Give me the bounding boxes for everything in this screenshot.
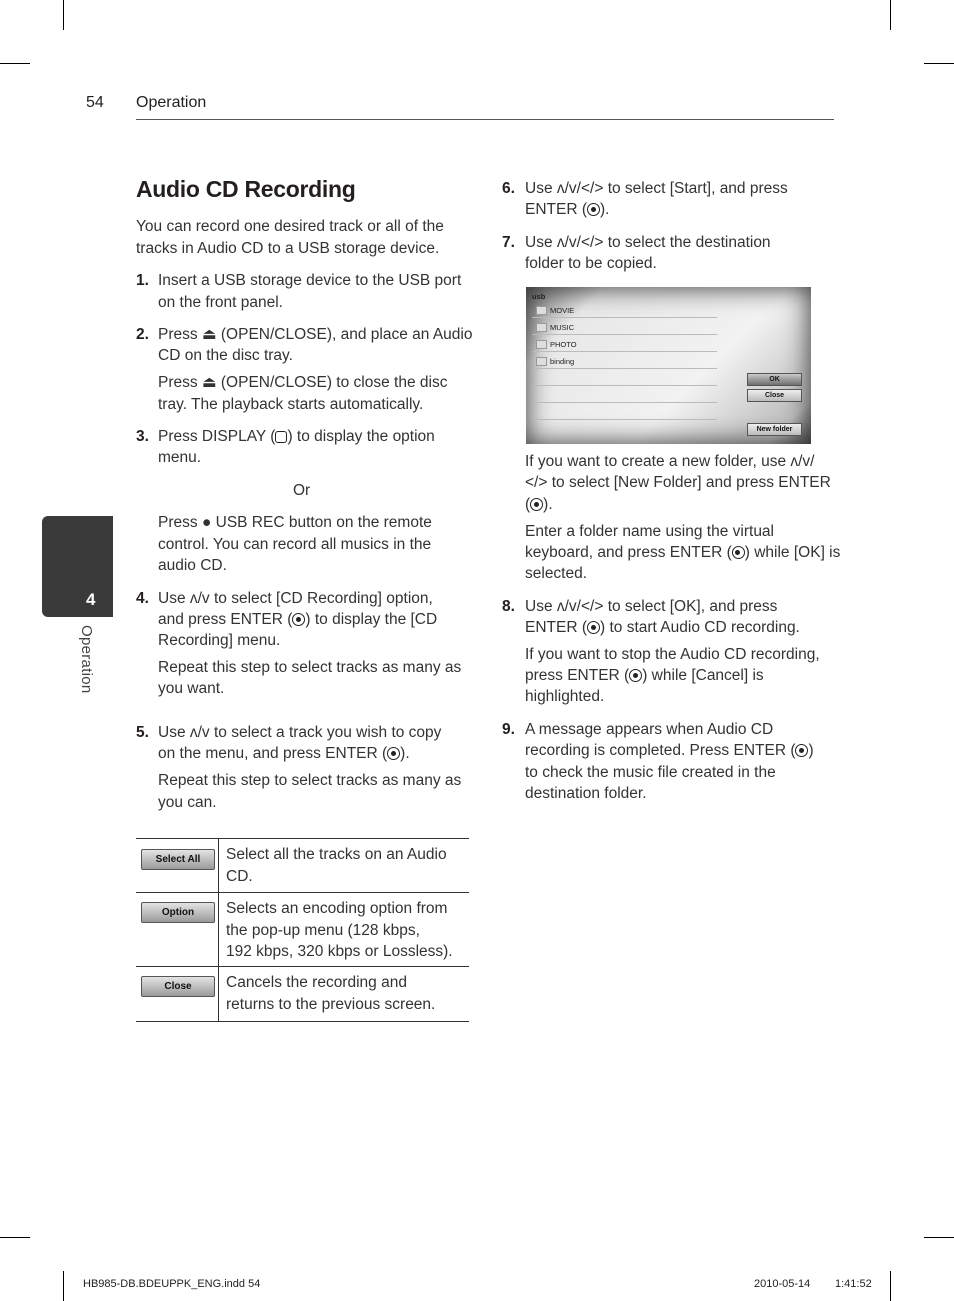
step-number: 7. (502, 234, 515, 251)
step-text (525, 199, 609, 221)
select-all-button[interactable]: Select All (141, 849, 215, 870)
step-text: Recording] menu. (158, 632, 281, 649)
step-text: Use ʌ/v/</> to select [Start], and press (525, 180, 788, 197)
step-text (525, 740, 814, 762)
step-text: A message appears when Audio CD (525, 721, 774, 738)
crop-mark (0, 1237, 30, 1238)
step-text: folder to be copied. (525, 255, 657, 272)
crop-mark (890, 0, 891, 30)
list-divider (532, 385, 717, 386)
section-title: Operation (136, 94, 207, 111)
step-note: If you want to create a new folder, use ʌ/v/ (525, 453, 815, 470)
step-number: 8. (502, 598, 515, 615)
crop-mark (924, 63, 954, 64)
text-span: ) to display the option (287, 428, 435, 445)
step-note: audio CD. (158, 557, 227, 574)
folder-name: MOVIE (550, 306, 575, 315)
enter-icon (795, 744, 808, 757)
text-span: on the menu, and press ENTER ( (158, 745, 388, 762)
text-span: (OPEN/CLOSE), and place an Audio (216, 326, 473, 343)
crop-mark (63, 1271, 64, 1301)
eject-icon: ⏏ (201, 374, 217, 391)
enter-icon (587, 203, 600, 216)
step-note: you can. (158, 794, 217, 811)
header-rule (136, 119, 834, 120)
text-span: keyboard, and press ENTER ( (525, 544, 732, 561)
list-divider (532, 402, 717, 403)
close-button[interactable]: Close (747, 389, 802, 402)
desc-line: Selects an encoding option from (226, 900, 448, 917)
folder-name: binding (550, 357, 575, 366)
list-divider (532, 419, 717, 420)
step-text: Use ʌ/v/</> to select [OK], and press (525, 598, 778, 615)
chapter-number: 4 (86, 590, 96, 609)
step-text: to check the music file created in the (525, 764, 776, 781)
step-text: Use ʌ/v/</> to select the destination (525, 234, 771, 251)
crop-mark (890, 1271, 891, 1301)
step-text (158, 426, 435, 448)
text-span: ) while [Cancel] is (642, 667, 764, 684)
step-number: 3. (136, 428, 149, 445)
table-row (136, 892, 469, 967)
text-span: ). (543, 496, 553, 513)
desc-line: Cancels the recording and (226, 974, 407, 991)
text-span: Press DISPLAY ( (158, 428, 276, 445)
table-cell-button (136, 967, 219, 1021)
footer-time: 1:41:52 (835, 1278, 872, 1290)
table-cell-button (136, 893, 219, 967)
step-note (158, 372, 447, 394)
folder-icon (536, 340, 547, 349)
text-span: ). (600, 201, 610, 218)
step-note: </> to select [New Folder] and press ENTER (525, 474, 831, 491)
step-text: menu. (158, 449, 202, 466)
chapter-tab (42, 516, 113, 617)
text-span: USB REC button on the remote (211, 514, 432, 531)
step-number: 4. (136, 590, 149, 607)
step-text: Use ʌ/v to select [CD Recording] option, (158, 590, 433, 607)
table-cell-description (226, 844, 466, 887)
crop-mark (63, 0, 64, 30)
folder-icon (536, 357, 547, 366)
step-number: 1. (136, 272, 149, 289)
table-cell-button (136, 839, 219, 893)
step-note (525, 665, 764, 687)
step-text (158, 324, 472, 346)
close-button[interactable]: Close (141, 976, 215, 997)
folder-select-screenshot (526, 287, 811, 444)
step-text: CD on the disc tray. (158, 347, 293, 364)
list-divider (532, 351, 717, 352)
enter-icon (732, 546, 745, 559)
record-icon: ● (201, 514, 212, 531)
table-row (136, 838, 469, 893)
step-note: highlighted. (525, 688, 605, 705)
text-span: ENTER ( (525, 201, 587, 218)
step-text (158, 609, 437, 631)
or-text: Or (293, 482, 311, 499)
new-folder-button[interactable]: New folder (747, 423, 802, 436)
step-text (525, 617, 800, 639)
chapter-label: Operation (78, 625, 95, 694)
step-note: you want. (158, 680, 225, 697)
list-divider (532, 368, 717, 369)
table-row (136, 966, 469, 1022)
text-span: ) while [OK] is (744, 544, 841, 561)
table-cell-description (226, 972, 466, 1015)
text-span: ) (808, 742, 814, 759)
ok-button[interactable]: OK (747, 373, 802, 386)
step-text: Insert a USB storage device to the USB port (158, 272, 462, 289)
desc-line: CD. (226, 867, 253, 885)
text-span: Press (158, 326, 202, 343)
enter-icon (629, 669, 642, 682)
root-label: usb (532, 292, 546, 301)
desc-line: returns to the previous screen. (226, 995, 436, 1013)
desc-line: Select all the tracks on an Audio (226, 846, 447, 863)
text-span: recording is completed. Press ENTER ( (525, 742, 796, 759)
desc-line: 192 kbps, 320 kbps or Lossless). (226, 943, 453, 960)
table-cell-description (226, 898, 466, 963)
text-span: ENTER ( (525, 619, 587, 636)
text-span: Press (158, 374, 202, 391)
step-number: 5. (136, 724, 149, 741)
page-number: 54 (86, 94, 104, 111)
text-span: Press (158, 514, 202, 531)
footer-date: 2010-05-14 (754, 1278, 811, 1290)
enter-icon (530, 498, 543, 511)
step-number: 6. (502, 180, 515, 197)
step-note (525, 542, 840, 564)
text-span: and press ENTER ( (158, 611, 293, 628)
step-text: Use ʌ/v to select a track you wish to copy (158, 724, 442, 741)
step-note: control. You can record all musics in the (158, 536, 432, 553)
folder-name: MUSIC (550, 323, 575, 332)
crop-mark (0, 63, 30, 64)
enter-icon (292, 613, 305, 626)
step-note (158, 512, 432, 534)
footer-file: HB985-DB.BDEUPPK_ENG.indd 54 (83, 1278, 261, 1290)
folder-icon (536, 323, 547, 332)
folder-icon (536, 306, 547, 315)
step-note: Enter a folder name using the virtual (525, 523, 774, 540)
folder-name: PHOTO (550, 340, 577, 349)
text-span: (OPEN/CLOSE) to close the disc (216, 374, 448, 391)
text-span: ) to display the [CD (305, 611, 438, 628)
step-note: selected. (525, 565, 588, 582)
list-divider (532, 317, 717, 318)
intro-text: You can record one desired track or all of the tracks in Audio CD to a USB storage device. (136, 218, 444, 257)
list-divider (532, 334, 717, 335)
display-icon (275, 431, 287, 443)
step-note: If you want to stop the Audio CD recording, (525, 646, 820, 663)
step-note: Repeat this step to select tracks as many as (158, 772, 462, 789)
enter-icon (587, 621, 600, 634)
text-span: ). (400, 745, 410, 762)
step-note: Repeat this step to select tracks as many as (158, 659, 462, 676)
step-text (158, 743, 410, 765)
page-heading: Audio CD Recording (136, 176, 356, 202)
step-note (525, 494, 553, 516)
step-text: on the front panel. (158, 294, 283, 311)
text-span: ) to start Audio CD recording. (600, 619, 800, 636)
crop-mark (924, 1237, 954, 1238)
step-number: 9. (502, 721, 515, 738)
enter-icon (387, 747, 400, 760)
step-text: destination folder. (525, 785, 647, 802)
desc-line: the pop-up menu (128 kbps, (226, 921, 420, 939)
option-button[interactable]: Option (141, 902, 215, 923)
eject-icon: ⏏ (201, 326, 217, 343)
text-span: press ENTER ( (525, 667, 630, 684)
text-span: ( (525, 496, 531, 513)
step-number: 2. (136, 326, 149, 343)
step-note: tray. The playback starts automatically. (158, 396, 424, 413)
